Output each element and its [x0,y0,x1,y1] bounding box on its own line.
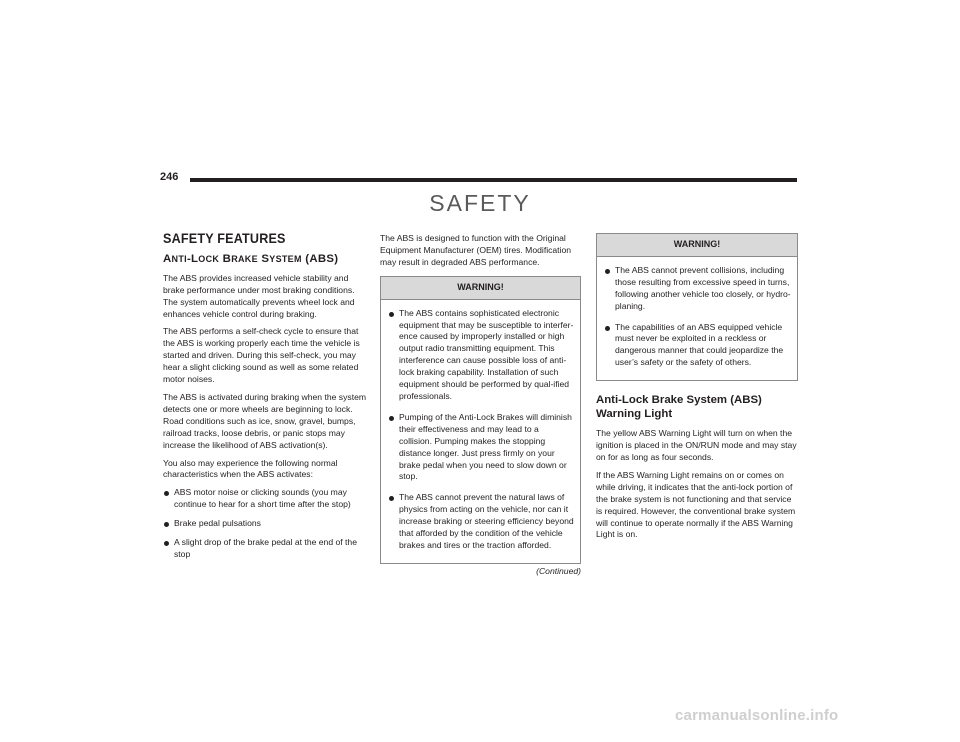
sub-heading-part: B [219,252,232,265]
list-item-text: ABS motor noise or clicking sounds (you may continue to hear for a short time after the stop) [174,487,351,510]
bullet-list [163,487,367,561]
list-item [163,487,367,511]
column-2 [380,233,581,578]
sub-heading-part: S [257,252,270,265]
list-item [163,518,367,530]
list-item [388,308,574,403]
list-item-text: The ABS cannot prevent collisions, including those resulting from excessive speed in turns, following another vehicle too closely, or hydro-planing. [615,264,791,311]
chapter-title: SAFETY [429,190,531,216]
bullet-icon [605,326,610,331]
paragraph: If the ABS Warning Light remains on or comes on while driving, it indicates that the anti-lock portion of the brake system is not functioning and that service is required. However, the conventional brake system will continue to operate normally if the ABS Warning Light is on. [596,469,796,540]
warning-body [597,257,797,380]
list-item-text: The capabilities of an ABS equipped vehicle must never be exploited in a reckless or dangerous manner that could jeopardize the user’s safety or the safety of others. [615,321,784,368]
sub-heading-part: YSTEM [269,253,302,264]
continued-note: (Continued) [536,565,581,576]
bullet-icon [164,491,169,496]
sub-heading-warning-light: Anti-Lock Brake System (ABS) Warning Light [596,394,762,421]
list-item-text: The ABS contains sophisticated electronic equipment that may be susceptible to interfer-ence caused by improperly installed or high output radio transmitting equipment. This interference can cause possible loss of anti-lock braking capability. Installation of such equipment should be performed by qual-ified professionals. [399,307,574,401]
bullet-icon [389,416,394,421]
list-item-text: Pumping of the Anti-Lock Brakes will diminish their effectiveness and may lead to a collision. Pumping makes the stopping distance longer. Just press firmly on your brake pedal when you need to slow down or stop. [399,411,572,482]
warning-list [388,308,574,552]
sub-heading-part: NTI [171,253,187,264]
paragraph: The ABS performs a self-check cycle to ensure that the ABS is working properly each time the vehicle is started and driven. During this self-check, you may hear a slight clicking sound as well as some related motor noises. [163,326,360,385]
column-3 [596,233,798,547]
sub-heading-part: A [163,252,172,265]
warning-box [596,233,798,381]
list-item [388,492,574,552]
sub-heading-abs [163,254,367,266]
warning-list [604,265,791,369]
paragraph: The ABS is designed to function with the Original Equipment Manufacturer (OEM) tires. Modification may result in degraded ABS performance. [380,233,572,267]
paragraph: The yellow ABS Warning Light will turn on when the ignition is placed in the ON/RUN mode and may stay on for as long as four seconds. [596,428,797,462]
paragraph: The ABS provides increased vehicle stability and brake performance under most braking conditions. The system automatically prevents wheel lock and enhances vehicle control during braking. [163,272,355,319]
sub-heading-part: -L [186,252,199,265]
list-item [388,412,574,483]
list-item-text: The ABS cannot prevent the natural laws of physics from acting on the vehicle, nor can it increase braking or steering efficiency beyond that afforded by the condition of the vehicle brakes and tires or the traction afforded. [399,492,574,550]
sub-heading-part: OCK [198,253,220,264]
paragraph: The ABS is activated during braking when the system detects one or more wheels are beginning to lock. Road conditions such as ice, snow, gravel, bumps, railroad tracks, loose debris, or panic stops may increase the likelihood of ABS activation(s). [163,391,367,450]
list-item [604,265,791,313]
bullet-icon [164,522,169,527]
warning-box [380,276,581,564]
warning-title: WARNING! [381,277,580,300]
sub-heading-part: RAKE [231,253,258,264]
watermark-link[interactable]: carmanualsonline.info [675,707,839,724]
bullet-icon [389,496,394,501]
bullet-icon [164,541,169,546]
page-number: 246 [160,171,179,183]
warning-body [381,300,580,563]
warning-title: WARNING! [597,234,797,257]
list-item-text: A slight drop of the brake pedal at the end of the stop [174,537,357,559]
paragraph: You also may experience the following normal characteristics when the ABS activates: [163,457,338,480]
bullet-icon [389,312,394,317]
sub-heading-part: (ABS) [301,252,339,265]
list-item [163,537,367,561]
list-item [604,322,791,370]
column-1 [163,230,367,568]
header-rule [190,178,797,182]
bullet-icon [605,269,610,274]
section-heading: SAFETY FEATURES [163,230,286,246]
list-item-text: Brake pedal pulsations [174,518,261,529]
